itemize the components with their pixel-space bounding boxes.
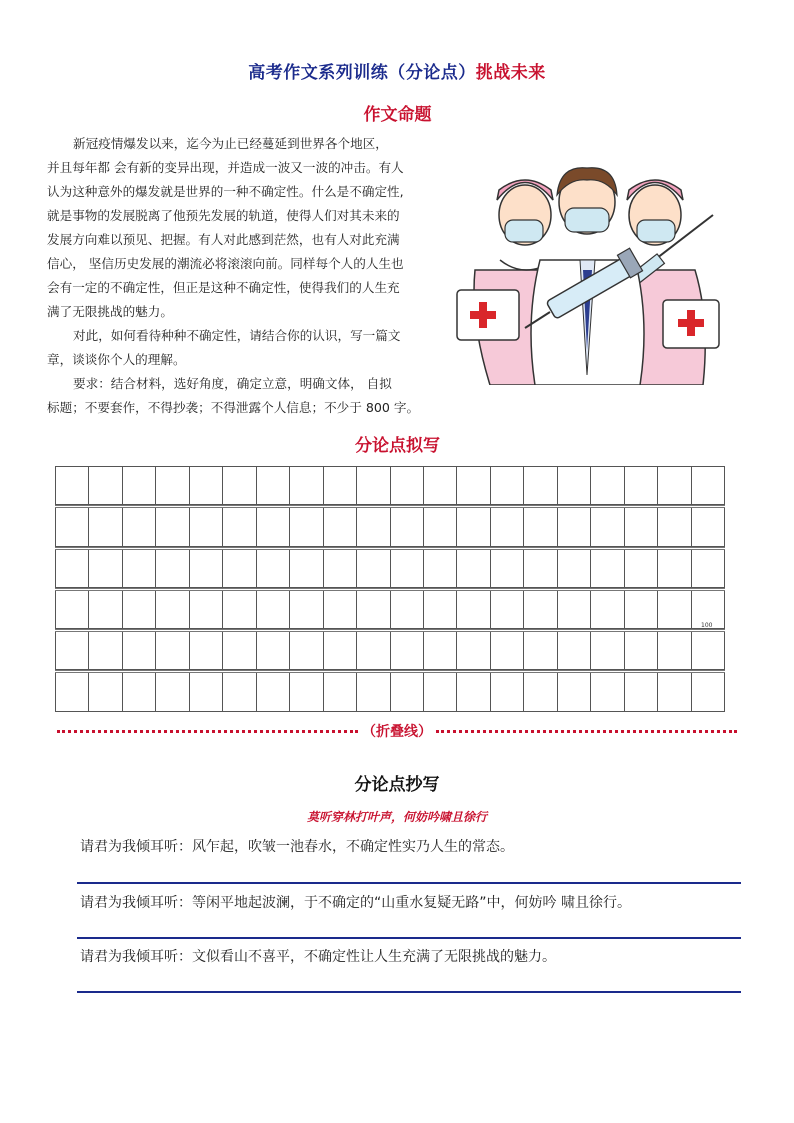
copy-line: 请君为我倾耳听：文似看山不喜平，不确定性让人生充满了无限挑战的魅力。: [80, 949, 556, 965]
grid-cell[interactable]: [657, 508, 690, 545]
grid-cell[interactable]: [557, 673, 590, 710]
grid-cell[interactable]: [289, 508, 322, 545]
copy-rule[interactable]: [77, 882, 741, 884]
grid-cell[interactable]: [490, 673, 523, 710]
requirements-line: 要求：结合材料，选好角度，确定立意，明确文体， 自拟: [73, 376, 392, 391]
grid-cell[interactable]: [356, 508, 389, 545]
grid-cell[interactable]: [356, 591, 389, 628]
first-aid-box-right: [663, 300, 719, 348]
grid-cell[interactable]: [55, 591, 88, 628]
grid-cell[interactable]: [557, 591, 590, 628]
grid-cell[interactable]: [256, 632, 289, 669]
prompt-line: 发展方向难以预见、把握。有人对此感到茫然，也有人对此充满: [47, 232, 400, 247]
draft-heading: 分论点拟写: [355, 436, 440, 456]
grid-cell[interactable]: [657, 632, 690, 669]
grid-cell[interactable]: [122, 591, 155, 628]
grid-cell[interactable]: [55, 508, 88, 545]
grid-cell[interactable]: [523, 591, 556, 628]
grid-cell[interactable]: [590, 632, 623, 669]
grid-cell[interactable]: [523, 632, 556, 669]
grid-cell[interactable]: [189, 550, 222, 587]
grid-cell[interactable]: [189, 467, 222, 504]
grid-cell[interactable]: [289, 673, 322, 710]
grid-cell[interactable]: [155, 673, 188, 710]
grid-cell[interactable]: [189, 591, 222, 628]
grid-cell[interactable]: [423, 591, 456, 628]
grid-cell[interactable]: [624, 550, 657, 587]
grid-cell[interactable]: [155, 632, 188, 669]
grid-cell[interactable]: [88, 591, 121, 628]
grid-cell[interactable]: [289, 591, 322, 628]
prompt-line: 就是事物的发展脱离了他预先发展的轨道，使得人们对其未来的: [47, 208, 400, 223]
grid-cell[interactable]: [456, 673, 489, 710]
grid-cell[interactable]: [624, 508, 657, 545]
grid-cell[interactable]: [390, 508, 423, 545]
grid-cell[interactable]: [456, 591, 489, 628]
grid-cell[interactable]: [490, 508, 523, 545]
grid-cell[interactable]: [88, 673, 121, 710]
grid-cell[interactable]: [456, 550, 489, 587]
grid-cell[interactable]: [88, 632, 121, 669]
grid-cell[interactable]: [691, 508, 725, 545]
grid-cell[interactable]: [356, 673, 389, 710]
grid-cell[interactable]: [356, 632, 389, 669]
fold-line: [57, 721, 737, 741]
grid-cell[interactable]: [557, 632, 590, 669]
grid-cell[interactable]: [557, 508, 590, 545]
grid-cell[interactable]: [122, 632, 155, 669]
grid-cell[interactable]: [323, 508, 356, 545]
grid-cell[interactable]: [222, 673, 255, 710]
grid-cell[interactable]: [590, 673, 623, 710]
task-line: 章，谈谈你个人的理解。: [47, 352, 186, 367]
grid-cell[interactable]: [657, 467, 690, 504]
first-aid-box-left: [457, 290, 519, 340]
fold-label: （折叠线）: [362, 724, 432, 740]
grid-cell[interactable]: [155, 467, 188, 504]
copy-line: 请君为我倾耳听：风乍起，吹皱一池春水，不确定性实乃人生的常态。: [80, 839, 514, 855]
copy-heading: 分论点抄写: [354, 775, 440, 795]
grid-cell[interactable]: [390, 673, 423, 710]
grid-cell[interactable]: [222, 550, 255, 587]
grid-row: [55, 670, 725, 711]
grid-cell[interactable]: [590, 467, 623, 504]
word-counter: 100: [701, 622, 713, 629]
prompt-line: 新冠疫情爆发以来，迄今为止已经蔓延到世界各个地区，: [73, 136, 388, 151]
medical-staff-illustration: [455, 160, 720, 385]
grid-cell[interactable]: [590, 508, 623, 545]
prompt-heading: 作文命题: [363, 105, 432, 125]
grid-cell[interactable]: [423, 467, 456, 504]
prompt-line: 并且每年都 会有新的变异出现，并造成一波又一波的冲击。有人: [47, 160, 404, 175]
grid-cell[interactable]: [155, 508, 188, 545]
grid-cell[interactable]: [122, 467, 155, 504]
copy-rule[interactable]: [77, 937, 741, 939]
grid-row: [55, 629, 725, 670]
grid-cell[interactable]: [423, 673, 456, 710]
grid-cell[interactable]: [624, 632, 657, 669]
grid-cell[interactable]: [657, 550, 690, 587]
grid-row: [55, 547, 725, 588]
grid-cell[interactable]: [557, 467, 590, 504]
grid-cell[interactable]: [423, 508, 456, 545]
grid-cell[interactable]: [657, 673, 690, 710]
prompt-line: 满了无限挑战的魅力。: [47, 304, 173, 319]
grid-cell[interactable]: [323, 550, 356, 587]
grid-cell[interactable]: [456, 467, 489, 504]
grid-cell[interactable]: [55, 550, 88, 587]
task-line: 对此，如何看待种种不确定性，请结合你的认识，写一篇文: [73, 328, 401, 343]
grid-cell[interactable]: [691, 550, 725, 587]
copy-line: 请君为我倾耳听：等闲平地起波澜，于不确定的“山重水复疑无路”中，何妨吟 啸且徐行。: [80, 895, 631, 911]
grid-cell[interactable]: [356, 467, 389, 504]
grid-cell[interactable]: [155, 591, 188, 628]
grid-cell[interactable]: [289, 550, 322, 587]
prompt-line: 会有一定的不确定性，但正是这种不确定性，使得我们的人生充: [47, 280, 400, 295]
grid-cell[interactable]: [691, 632, 725, 669]
copy-subtitle: 莫听穿林打叶声，何妨吟啸且徐行: [306, 810, 487, 824]
grid-row: [55, 588, 725, 629]
grid-cell[interactable]: [189, 673, 222, 710]
grid-cell[interactable]: [356, 550, 389, 587]
grid-cell[interactable]: [55, 673, 88, 710]
grid-cell[interactable]: [523, 673, 556, 710]
grid-cell[interactable]: [624, 467, 657, 504]
fold-dots-left: [57, 730, 358, 733]
grid-cell[interactable]: [456, 632, 489, 669]
grid-cell[interactable]: [256, 467, 289, 504]
grid-cell[interactable]: [490, 591, 523, 628]
grid-cell[interactable]: [590, 550, 623, 587]
writing-grid[interactable]: [55, 466, 725, 712]
grid-cell[interactable]: [222, 508, 255, 545]
grid-cell[interactable]: [490, 550, 523, 587]
title-main: 高考作文系列训练（分论点）: [248, 63, 476, 83]
grid-cell[interactable]: [122, 508, 155, 545]
grid-cell[interactable]: [590, 591, 623, 628]
grid-cell[interactable]: [256, 550, 289, 587]
grid-cell[interactable]: [390, 467, 423, 504]
grid-cell[interactable]: [523, 467, 556, 504]
grid-cell[interactable]: [456, 508, 489, 545]
grid-cell[interactable]: [657, 591, 690, 628]
grid-cell[interactable]: [155, 550, 188, 587]
grid-cell[interactable]: [323, 591, 356, 628]
grid-cell[interactable]: [490, 467, 523, 504]
requirements-line: 标题；不要套作，不得抄袭；不得泄露个人信息；不少于 800 字。: [47, 400, 420, 415]
grid-cell[interactable]: [289, 632, 322, 669]
grid-cell[interactable]: [557, 550, 590, 587]
grid-cell[interactable]: [323, 632, 356, 669]
grid-cell[interactable]: [189, 508, 222, 545]
grid-cell[interactable]: [55, 632, 88, 669]
grid-cell[interactable]: [423, 632, 456, 669]
grid-cell[interactable]: [390, 550, 423, 587]
prompt-body: [47, 132, 462, 420]
grid-cell[interactable]: [624, 673, 657, 710]
grid-cell[interactable]: [691, 467, 725, 504]
grid-cell[interactable]: [490, 632, 523, 669]
fold-dots-right: [436, 730, 737, 733]
grid-row: [55, 466, 725, 505]
grid-cell[interactable]: [88, 508, 121, 545]
grid-cell[interactable]: [222, 467, 255, 504]
grid-cell[interactable]: [122, 550, 155, 587]
grid-cell[interactable]: [523, 550, 556, 587]
grid-cell[interactable]: [122, 673, 155, 710]
grid-cell[interactable]: [289, 467, 322, 504]
copy-rule[interactable]: [77, 991, 741, 993]
grid-cell[interactable]: [390, 632, 423, 669]
grid-cell[interactable]: [323, 467, 356, 504]
grid-cell[interactable]: [88, 467, 121, 504]
prompt-line: 认为这种意外的爆发就是世界的一种不确定性。什么是不确定性,: [47, 184, 404, 199]
grid-row: [55, 505, 725, 546]
grid-cell[interactable]: [691, 673, 725, 710]
grid-cell[interactable]: [55, 467, 88, 504]
page-title: [0, 58, 794, 83]
grid-cell[interactable]: [222, 591, 255, 628]
prompt-line: 信心， 坚信历史发展的潮流必将滚滚向前。同样每个人的人生也: [47, 256, 404, 271]
grid-cell[interactable]: [189, 632, 222, 669]
grid-cell[interactable]: [323, 673, 356, 710]
title-highlight: 挑战未来: [475, 63, 546, 83]
grid-cell[interactable]: [256, 673, 289, 710]
grid-cell[interactable]: [222, 632, 255, 669]
grid-cell[interactable]: [88, 550, 121, 587]
grid-cell[interactable]: [256, 508, 289, 545]
grid-cell[interactable]: [624, 591, 657, 628]
grid-cell[interactable]: [423, 550, 456, 587]
grid-cell[interactable]: [256, 591, 289, 628]
grid-cell[interactable]: [390, 591, 423, 628]
grid-cell[interactable]: [523, 508, 556, 545]
